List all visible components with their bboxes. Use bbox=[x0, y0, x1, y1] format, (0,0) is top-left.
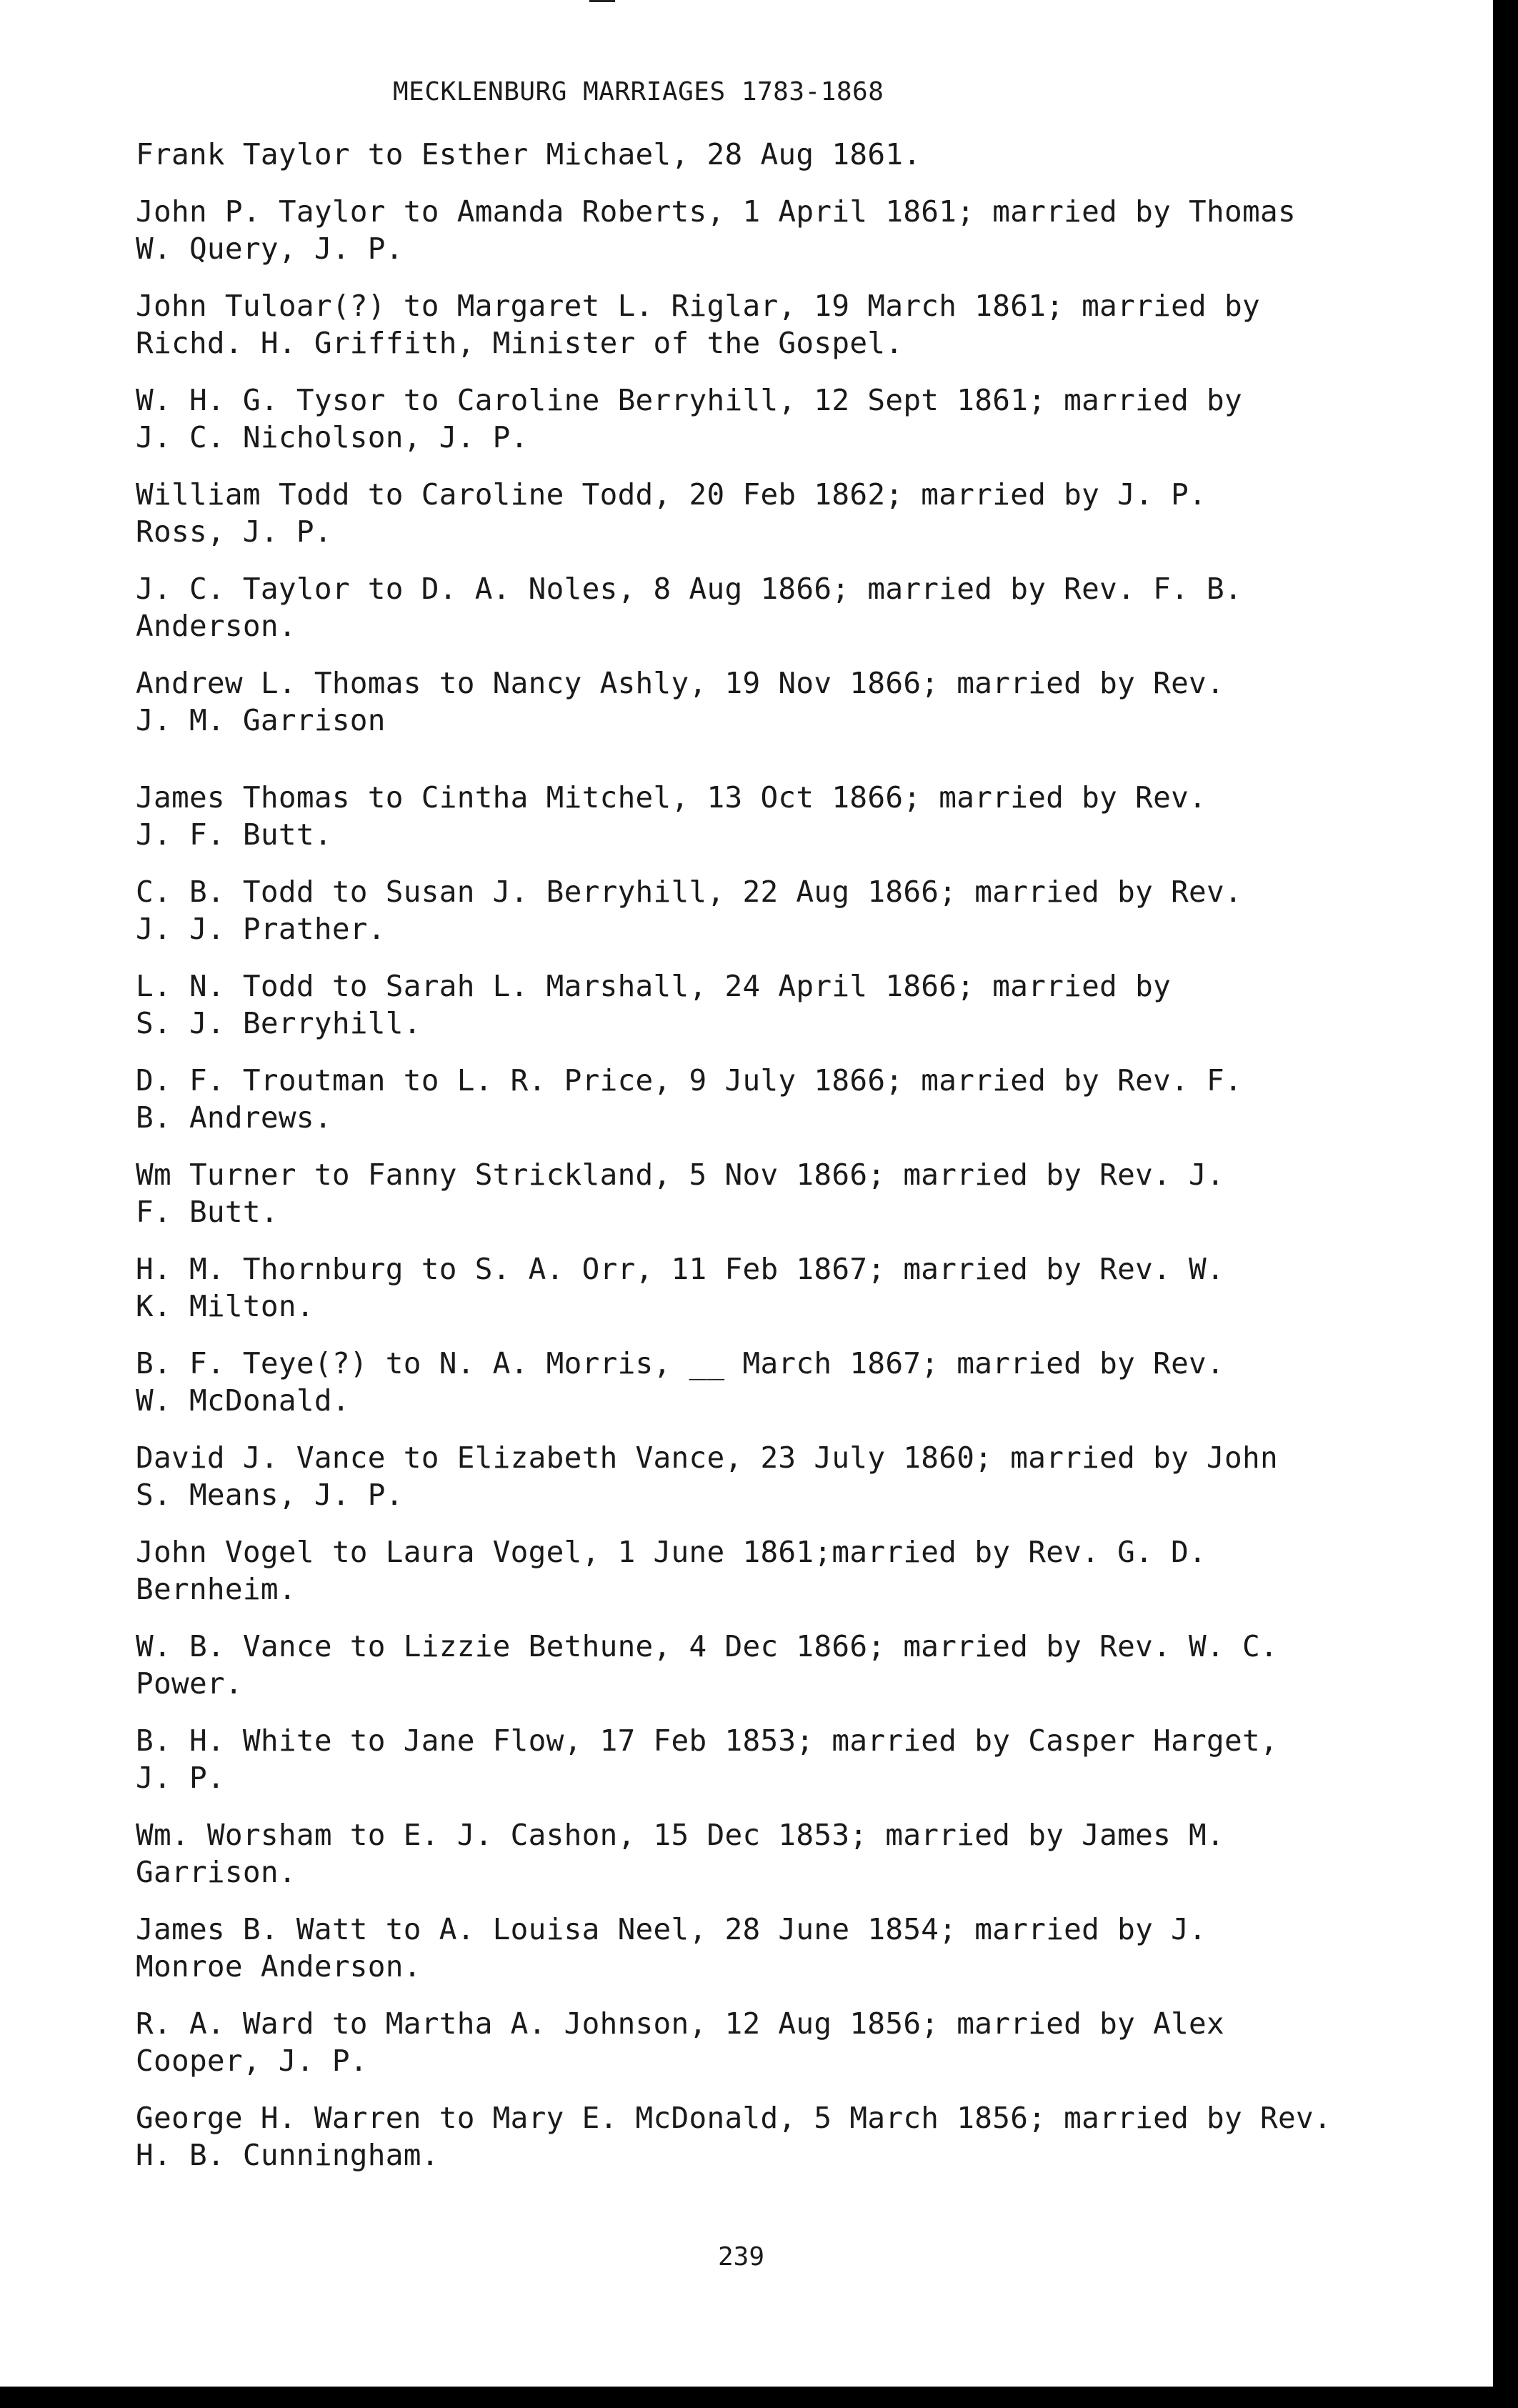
marriage-entry: James B. Watt to A. Louisa Neel, 28 June 1854; married by J. Monroe Anderson. bbox=[136, 1912, 1207, 1984]
marriage-entry: D. F. Troutman to L. R. Price, 9 July 1866; married by Rev. F. B. Andrews. bbox=[136, 1063, 1243, 1135]
marriage-entry: R. A. Ward to Martha A. Johnson, 12 Aug 1856; married by Alex Cooper, J. P. bbox=[136, 2006, 1225, 2078]
marriage-entry: William Todd to Caroline Todd, 20 Feb 1862; married by J. P. Ross, J. P. bbox=[136, 477, 1207, 549]
marriage-entry: John Vogel to Laura Vogel, 1 June 1861;married by Rev. G. D. Bernheim. bbox=[136, 1535, 1207, 1606]
page-title: MECKLENBURG MARRIAGES 1783-1868 bbox=[393, 77, 884, 106]
marriage-entry: Frank Taylor to Esther Michael, 28 Aug 1861. bbox=[136, 137, 922, 171]
marriage-entry: George H. Warren to Mary E. McDonald, 5 March 1856; married by Rev. H. B. Cunningham. bbox=[136, 2101, 1332, 2172]
marriage-entry: W. H. G. Tysor to Caroline Berryhill, 12 Sept 1861; married by J. C. Nicholson, J. P. bbox=[136, 383, 1243, 454]
marriage-entry: Andrew L. Thomas to Nancy Ashly, 19 Nov 1866; married by Rev. J. M. Garrison bbox=[136, 666, 1225, 737]
page-number: 239 bbox=[718, 2242, 765, 2272]
marriage-entry: Wm. Worsham to E. J. Cashon, 15 Dec 1853; married by James M. Garrison. bbox=[136, 1818, 1225, 1889]
marriage-entry: B. F. Teye(?) to N. A. Morris, __ March 1867; married by Rev. W. McDonald. bbox=[136, 1346, 1225, 1418]
marriage-entry: David J. Vance to Elizabeth Vance, 23 July 1860; married by John S. Means, J. P. bbox=[136, 1441, 1278, 1512]
marriage-entries bbox=[136, 136, 1464, 2194]
marriage-entry: James Thomas to Cintha Mitchel, 13 Oct 1866; married by Rev. J. F. Butt. bbox=[136, 780, 1207, 852]
marriage-entry: B. H. White to Jane Flow, 17 Feb 1853; married by Casper Harget, J. P. bbox=[136, 1723, 1278, 1795]
marriage-entry: C. B. Todd to Susan J. Berryhill, 22 Aug 1866; married by Rev. J. J. Prather. bbox=[136, 875, 1243, 946]
marriage-entry: John Tuloar(?) to Margaret L. Riglar, 19 March 1861; married by Richd. H. Griffith, Minister of the Gospel. bbox=[136, 289, 1260, 360]
marriage-entry: L. N. Todd to Sarah L. Marshall, 24 April 1866; married by S. J. Berryhill. bbox=[136, 969, 1172, 1040]
marriage-entry: J. C. Taylor to D. A. Noles, 8 Aug 1866; married by Rev. F. B. Anderson. bbox=[136, 572, 1243, 643]
marriage-entry: W. B. Vance to Lizzie Bethune, 4 Dec 1866; married by Rev. W. C. Power. bbox=[136, 1629, 1278, 1701]
marriage-entry: H. M. Thornburg to S. A. Orr, 11 Feb 1867; married by Rev. W. K. Milton. bbox=[136, 1252, 1225, 1323]
scan-mark bbox=[589, 0, 615, 2]
marriage-entry: John P. Taylor to Amanda Roberts, 1 April 1861; married by Thomas W. Query, J. P. bbox=[136, 194, 1296, 266]
marriage-entry: Wm Turner to Fanny Strickland, 5 Nov 1866; married by Rev. J. F. Butt. bbox=[136, 1158, 1225, 1229]
